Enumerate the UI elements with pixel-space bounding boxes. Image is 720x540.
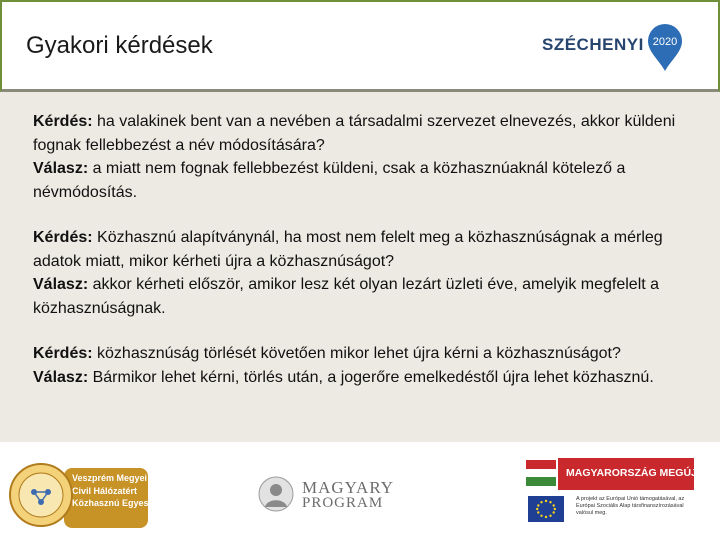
civil-seal-icon	[8, 462, 74, 528]
portrait-icon	[258, 476, 294, 512]
civil-logo-line: Közhasznú Egyesület	[72, 498, 165, 508]
civil-logo-line: Veszprém Megyei	[72, 473, 148, 483]
magyary-line2: PROGRAM	[302, 495, 384, 511]
magyarorszag-megujul-logo	[526, 456, 711, 524]
question-text: ha valakinek bent van a nevében a társadalmi szervezet elnevezés, akkor küldeni fognak fellebbezést a név módosítására?	[33, 113, 676, 154]
mm-banner: MAGYARORSZÁG MEGÚJUL	[558, 458, 694, 490]
question-label: Kérdés:	[33, 229, 93, 246]
faq-item	[33, 342, 696, 389]
answer	[33, 366, 696, 390]
page-title: Gyakori kérdések	[26, 32, 213, 59]
question	[33, 226, 696, 273]
answer	[33, 273, 696, 320]
question	[33, 110, 696, 157]
slide-header	[0, 0, 720, 92]
szechenyi-2020-logo	[542, 22, 687, 72]
question-text: Közhasznú alapítványnál, ha most nem felelt meg a közhasznúságnak a mérleg adatok miatt, mikor kérheti újra a közhasznúságot?	[33, 229, 663, 270]
answer-label: Válasz:	[33, 368, 89, 386]
szechenyi-logo-text: SZÉCHENYI	[542, 35, 644, 54]
magyary-line1: MAGYARY	[302, 478, 395, 497]
logo-year: 2020	[652, 36, 678, 48]
faq-item	[33, 226, 696, 320]
eu-funding-note: A projekt az Európai Unió támogatásával, az Európai Szociális Alap társfinanszírozásával valósul meg.	[576, 496, 685, 516]
question-label: Kérdés:	[33, 113, 93, 130]
answer-text: a miatt nem fognak fellebbezést küldeni, csak a közhasznúaknál kötelező a névmódosítás.	[33, 160, 626, 201]
question	[33, 342, 696, 366]
civil-network-logo	[8, 462, 165, 534]
eu-flag-icon	[528, 496, 564, 522]
civil-logo-box	[64, 468, 165, 528]
faq-item	[33, 110, 696, 204]
hungarian-flag-icon	[526, 460, 556, 486]
answer-text: akkor kérheti először, amikor lesz két olyan lezárt üzleti éve, amelyik megfelelt a közhasznúságnak.	[33, 276, 660, 317]
question-label: Kérdés:	[33, 345, 93, 362]
faq-content	[0, 92, 720, 442]
answer-label: Válasz:	[33, 160, 89, 177]
magyary-program-logo	[258, 476, 395, 516]
civil-logo-line: Civil Hálózatért	[72, 485, 138, 496]
answer-text: Bármikor lehet kérni, törlés után, a jogerőre emelkedéstől újra lehet közhasznú.	[88, 368, 654, 386]
question-text: közhasznúság törlését követően mikor lehet újra kérni a közhasznúságot?	[92, 345, 621, 362]
answer-label: Válasz:	[33, 276, 89, 293]
map-pin-icon	[645, 22, 685, 72]
answer	[33, 157, 696, 204]
